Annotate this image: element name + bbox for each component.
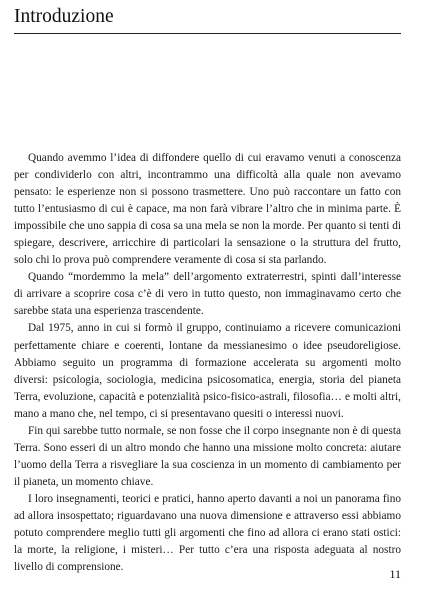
title-rule [14,33,401,34]
body-text [14,150,401,576]
chapter-title: Introduzione [14,6,114,27]
page-number: 11 [389,567,401,581]
paragraph: Quando avemmo l’idea di diffondere quello di cui eravamo venuti a conoscenza per condividerlo con altri, incontrammo una difficoltà alla quale non avevamo pensato: le esperienze non si possono trasmettere. Uno può raccontare un fatto con tutto l’entusiasmo di cui è capace, ma non farà vibrare l’altro che in minima parte. È impossibile che uno sappia di cosa sa una mela se non la morde. Per quanto si tenti di spiegare, descrivere, arricchire di particolari la sensazione o la struttura del frutto, solo chi lo prova può comprendere veramente di cosa si sta parlando. [14,152,401,267]
paragraph: Dal 1975, anno in cui si formò il gruppo, continuiamo a ricevere comunicazioni perfettamente chiare e coerenti, lontane da messianesimo o idee pseudoreligiose. Abbiamo seguito un programma di formazione accelerata su argomenti molto diversi: psicologia, sociologia, medicina psicosomatica, energia, storia del pianeta Terra, evoluzione, capacità e potenzialità psico-fisico-astrali, filosofia… e molti altri, mano a mano che, nel tempo, ci si presentavano quesiti o interessi nuovi. [14,322,401,420]
paragraph: Fin qui sarebbe tutto normale, se non fosse che il corpo insegnante non è di questa Terra. Sono esseri di un altro mondo che hanno una missione molto concreta: aiutare l’uomo della Terra a risvegliare la sua coscienza in un momento di cambiamento per il pianeta, un momento chiave. [14,424,401,488]
paragraph: I loro insegnamenti, teorici e pratici, hanno aperto davanti a noi un panorama fino ad allora insospettato; riguardavano una nuova dimensione e attraverso essi abbiamo potuto comprendere meglio tutti gli argomenti che fino ad allora ci erano stati ostici: la morte, la religione, i misteri… Per tutto c’era una risposta adeguata al nostro livello di comprensione. [14,492,401,574]
paragraph: Quando “mordemmo la mela” dell’argomento extraterrestri, spinti dall’interesse di arrivare a scoprire cosa c’è di vero in tutto questo, non immaginavamo certo che sarebbe stata una esperienza trascendente. [14,271,401,318]
